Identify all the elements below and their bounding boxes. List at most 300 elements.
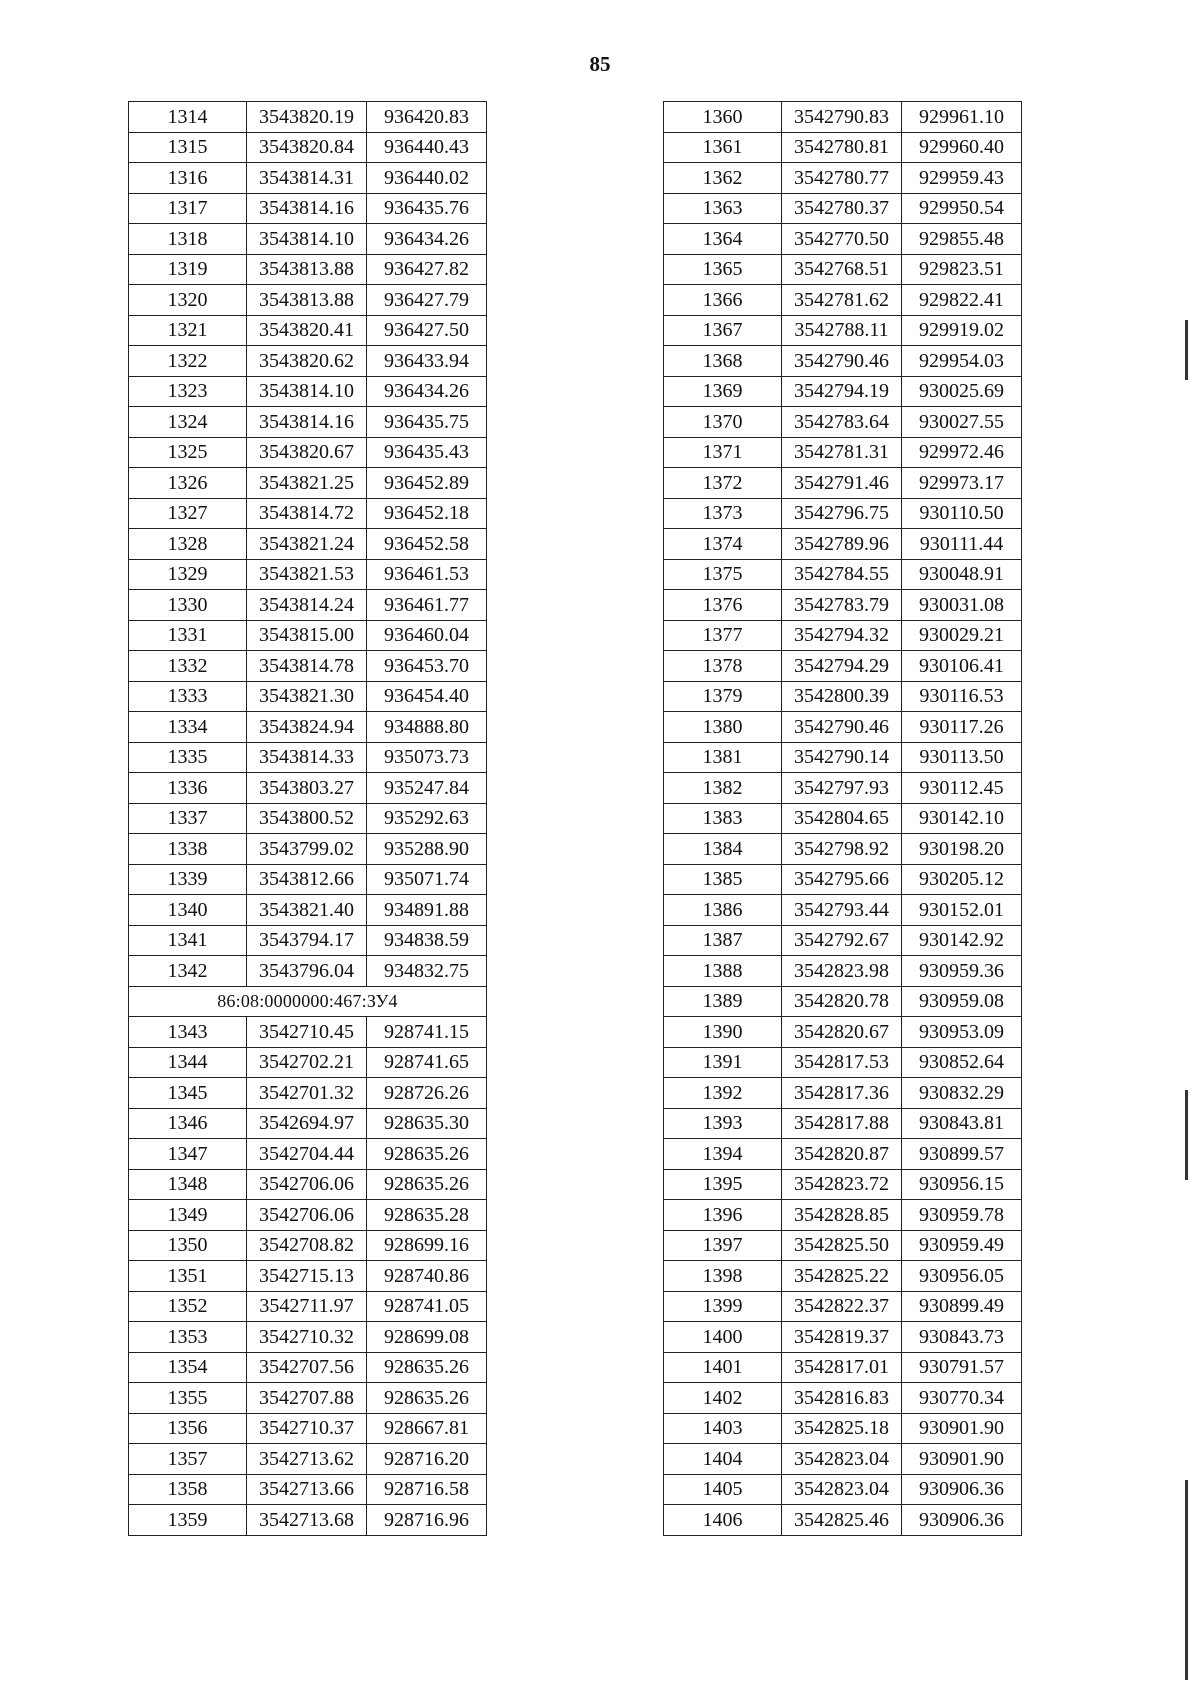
point-number-cell: 1351: [129, 1261, 247, 1292]
y-coordinate-cell: 930959.08: [902, 986, 1022, 1017]
x-coordinate-cell: 3542790.46: [782, 346, 902, 377]
y-coordinate-cell: 936452.18: [367, 498, 487, 529]
point-number-cell: 1365: [664, 254, 782, 285]
table-row: [129, 376, 487, 407]
table-row: [664, 1139, 1022, 1170]
point-number-cell: 1382: [664, 773, 782, 804]
y-coordinate-cell: 928726.26: [367, 1078, 487, 1109]
table-row: [129, 742, 487, 773]
table-row: [129, 1169, 487, 1200]
table-row: [129, 1413, 487, 1444]
point-number-cell: 1377: [664, 620, 782, 651]
point-number-cell: 1393: [664, 1108, 782, 1139]
point-number-cell: 1330: [129, 590, 247, 621]
table-body-right: [664, 102, 1022, 1536]
y-coordinate-cell: 930852.64: [902, 1047, 1022, 1078]
point-number-cell: 1334: [129, 712, 247, 743]
y-coordinate-cell: 930901.90: [902, 1413, 1022, 1444]
x-coordinate-cell: 3542800.39: [782, 681, 902, 712]
x-coordinate-cell: 3542798.92: [782, 834, 902, 865]
point-number-cell: 1316: [129, 163, 247, 194]
scan-edge-mark: [1185, 1480, 1188, 1680]
y-coordinate-cell: 928741.05: [367, 1291, 487, 1322]
section-label-row: [129, 986, 487, 1017]
table-row: [129, 864, 487, 895]
table-row: [129, 1200, 487, 1231]
y-coordinate-cell: 930959.78: [902, 1200, 1022, 1231]
point-number-cell: 1350: [129, 1230, 247, 1261]
point-number-cell: 1389: [664, 986, 782, 1017]
point-number-cell: 1328: [129, 529, 247, 560]
point-number-cell: 1348: [129, 1169, 247, 1200]
y-coordinate-cell: 935247.84: [367, 773, 487, 804]
point-number-cell: 1401: [664, 1352, 782, 1383]
table-row: [129, 1017, 487, 1048]
x-coordinate-cell: 3542780.77: [782, 163, 902, 194]
point-number-cell: 1384: [664, 834, 782, 865]
table-row: [129, 681, 487, 712]
x-coordinate-cell: 3543820.19: [247, 102, 367, 133]
x-coordinate-cell: 3542780.81: [782, 132, 902, 163]
x-coordinate-cell: 3542797.93: [782, 773, 902, 804]
x-coordinate-cell: 3542701.32: [247, 1078, 367, 1109]
point-number-cell: 1371: [664, 437, 782, 468]
point-number-cell: 1324: [129, 407, 247, 438]
y-coordinate-cell: 930117.26: [902, 712, 1022, 743]
y-coordinate-cell: 936435.75: [367, 407, 487, 438]
point-number-cell: 1346: [129, 1108, 247, 1139]
y-coordinate-cell: 930112.45: [902, 773, 1022, 804]
x-coordinate-cell: 3543814.10: [247, 224, 367, 255]
table-row: [129, 1352, 487, 1383]
table-row: [664, 102, 1022, 133]
x-coordinate-cell: 3542828.85: [782, 1200, 902, 1231]
point-number-cell: 1333: [129, 681, 247, 712]
x-coordinate-cell: 3542823.04: [782, 1474, 902, 1505]
point-number-cell: 1341: [129, 925, 247, 956]
point-number-cell: 1373: [664, 498, 782, 529]
y-coordinate-cell: 934888.80: [367, 712, 487, 743]
table-row: [664, 285, 1022, 316]
point-number-cell: 1327: [129, 498, 247, 529]
y-coordinate-cell: 928740.86: [367, 1261, 487, 1292]
y-coordinate-cell: 930029.21: [902, 620, 1022, 651]
y-coordinate-cell: 928716.20: [367, 1444, 487, 1475]
table-row: [664, 529, 1022, 560]
table-body-left: [129, 102, 487, 1536]
point-number-cell: 1386: [664, 895, 782, 926]
point-number-cell: 1364: [664, 224, 782, 255]
y-coordinate-cell: 934838.59: [367, 925, 487, 956]
table-row: [664, 956, 1022, 987]
x-coordinate-cell: 3542823.98: [782, 956, 902, 987]
x-coordinate-cell: 3543814.16: [247, 193, 367, 224]
point-number-cell: 1403: [664, 1413, 782, 1444]
point-number-cell: 1368: [664, 346, 782, 377]
table-row: [129, 773, 487, 804]
y-coordinate-cell: 928741.15: [367, 1017, 487, 1048]
table-row: [129, 1230, 487, 1261]
x-coordinate-cell: 3542710.37: [247, 1413, 367, 1444]
y-coordinate-cell: 928635.26: [367, 1383, 487, 1414]
y-coordinate-cell: 930106.41: [902, 651, 1022, 682]
point-number-cell: 1355: [129, 1383, 247, 1414]
table-row: [664, 1078, 1022, 1109]
point-number-cell: 1406: [664, 1505, 782, 1536]
x-coordinate-cell: 3543796.04: [247, 956, 367, 987]
x-coordinate-cell: 3542825.22: [782, 1261, 902, 1292]
point-number-cell: 1402: [664, 1383, 782, 1414]
y-coordinate-cell: 929919.02: [902, 315, 1022, 346]
table-row: [129, 437, 487, 468]
y-coordinate-cell: 929972.46: [902, 437, 1022, 468]
y-coordinate-cell: 928741.65: [367, 1047, 487, 1078]
x-coordinate-cell: 3542704.44: [247, 1139, 367, 1170]
y-coordinate-cell: 930899.49: [902, 1291, 1022, 1322]
table-row: [664, 803, 1022, 834]
x-coordinate-cell: 3542783.79: [782, 590, 902, 621]
point-number-cell: 1315: [129, 132, 247, 163]
y-coordinate-cell: 934891.88: [367, 895, 487, 926]
y-coordinate-cell: 936453.70: [367, 651, 487, 682]
table-row: [129, 285, 487, 316]
point-number-cell: 1367: [664, 315, 782, 346]
y-coordinate-cell: 935288.90: [367, 834, 487, 865]
x-coordinate-cell: 3543820.67: [247, 437, 367, 468]
table-row: [664, 1383, 1022, 1414]
table-row: [664, 1108, 1022, 1139]
table-row: [664, 163, 1022, 194]
point-number-cell: 1385: [664, 864, 782, 895]
x-coordinate-cell: 3543813.88: [247, 285, 367, 316]
table-row: [664, 1444, 1022, 1475]
y-coordinate-cell: 930198.20: [902, 834, 1022, 865]
y-coordinate-cell: 929960.40: [902, 132, 1022, 163]
x-coordinate-cell: 3543821.40: [247, 895, 367, 926]
x-coordinate-cell: 3542789.96: [782, 529, 902, 560]
y-coordinate-cell: 936461.53: [367, 559, 487, 590]
y-coordinate-cell: 930901.90: [902, 1444, 1022, 1475]
x-coordinate-cell: 3542711.97: [247, 1291, 367, 1322]
x-coordinate-cell: 3542694.97: [247, 1108, 367, 1139]
x-coordinate-cell: 3543814.10: [247, 376, 367, 407]
y-coordinate-cell: 936433.94: [367, 346, 487, 377]
y-coordinate-cell: 929823.51: [902, 254, 1022, 285]
y-coordinate-cell: 930027.55: [902, 407, 1022, 438]
y-coordinate-cell: 936454.40: [367, 681, 487, 712]
point-number-cell: 1390: [664, 1017, 782, 1048]
point-number-cell: 1322: [129, 346, 247, 377]
point-number-cell: 1331: [129, 620, 247, 651]
point-number-cell: 1397: [664, 1230, 782, 1261]
y-coordinate-cell: 929973.17: [902, 468, 1022, 499]
x-coordinate-cell: 3542713.66: [247, 1474, 367, 1505]
x-coordinate-cell: 3543814.31: [247, 163, 367, 194]
table-row: [129, 254, 487, 285]
x-coordinate-cell: 3543815.00: [247, 620, 367, 651]
x-coordinate-cell: 3542781.31: [782, 437, 902, 468]
table-row: [129, 895, 487, 926]
y-coordinate-cell: 928635.26: [367, 1169, 487, 1200]
table-row: [664, 712, 1022, 743]
point-number-cell: 1317: [129, 193, 247, 224]
point-number-cell: 1379: [664, 681, 782, 712]
x-coordinate-cell: 3543814.33: [247, 742, 367, 773]
x-coordinate-cell: 3542784.55: [782, 559, 902, 590]
y-coordinate-cell: 928667.81: [367, 1413, 487, 1444]
point-number-cell: 1339: [129, 864, 247, 895]
x-coordinate-cell: 3542790.14: [782, 742, 902, 773]
table-row: [129, 1291, 487, 1322]
y-coordinate-cell: 930205.12: [902, 864, 1022, 895]
table-row: [664, 1047, 1022, 1078]
y-coordinate-cell: 930899.57: [902, 1139, 1022, 1170]
table-row: [664, 773, 1022, 804]
table-row: [664, 1261, 1022, 1292]
y-coordinate-cell: 936435.43: [367, 437, 487, 468]
table-row: [129, 559, 487, 590]
coordinates-table-left: [128, 101, 487, 1536]
table-row: [664, 468, 1022, 499]
y-coordinate-cell: 936440.02: [367, 163, 487, 194]
point-number-cell: 1320: [129, 285, 247, 316]
table-row: [129, 407, 487, 438]
x-coordinate-cell: 3542795.66: [782, 864, 902, 895]
point-number-cell: 1340: [129, 895, 247, 926]
table-row: [664, 742, 1022, 773]
x-coordinate-cell: 3542791.46: [782, 468, 902, 499]
point-number-cell: 1342: [129, 956, 247, 987]
point-number-cell: 1388: [664, 956, 782, 987]
cadastral-number-label: 86:08:0000000:467:ЗУ4: [129, 986, 487, 1017]
y-coordinate-cell: 930111.44: [902, 529, 1022, 560]
point-number-cell: 1359: [129, 1505, 247, 1536]
table-row: [129, 132, 487, 163]
y-coordinate-cell: 930048.91: [902, 559, 1022, 590]
y-coordinate-cell: 930770.34: [902, 1383, 1022, 1414]
x-coordinate-cell: 3542780.37: [782, 193, 902, 224]
x-coordinate-cell: 3542825.46: [782, 1505, 902, 1536]
x-coordinate-cell: 3542702.21: [247, 1047, 367, 1078]
y-coordinate-cell: 930031.08: [902, 590, 1022, 621]
x-coordinate-cell: 3543824.94: [247, 712, 367, 743]
table-row: [129, 1474, 487, 1505]
y-coordinate-cell: 930959.49: [902, 1230, 1022, 1261]
point-number-cell: 1337: [129, 803, 247, 834]
x-coordinate-cell: 3542823.72: [782, 1169, 902, 1200]
table-row: [664, 315, 1022, 346]
point-number-cell: 1405: [664, 1474, 782, 1505]
point-number-cell: 1396: [664, 1200, 782, 1231]
point-number-cell: 1383: [664, 803, 782, 834]
table-row: [664, 224, 1022, 255]
table-row: [129, 315, 487, 346]
y-coordinate-cell: 930116.53: [902, 681, 1022, 712]
table-row: [129, 590, 487, 621]
x-coordinate-cell: 3543820.41: [247, 315, 367, 346]
x-coordinate-cell: 3542790.46: [782, 712, 902, 743]
table-row: [129, 163, 487, 194]
x-coordinate-cell: 3542796.75: [782, 498, 902, 529]
point-number-cell: 1381: [664, 742, 782, 773]
y-coordinate-cell: 936435.76: [367, 193, 487, 224]
x-coordinate-cell: 3543803.27: [247, 773, 367, 804]
x-coordinate-cell: 3542788.11: [782, 315, 902, 346]
x-coordinate-cell: 3543821.53: [247, 559, 367, 590]
y-coordinate-cell: 930959.36: [902, 956, 1022, 987]
table-row: [129, 498, 487, 529]
x-coordinate-cell: 3542794.32: [782, 620, 902, 651]
x-coordinate-cell: 3542816.83: [782, 1383, 902, 1414]
table-row: [129, 925, 487, 956]
table-row: [129, 834, 487, 865]
y-coordinate-cell: 930025.69: [902, 376, 1022, 407]
table-row: [129, 1505, 487, 1536]
table-row: [129, 224, 487, 255]
x-coordinate-cell: 3542820.67: [782, 1017, 902, 1048]
x-coordinate-cell: 3542713.68: [247, 1505, 367, 1536]
table-row: [664, 864, 1022, 895]
x-coordinate-cell: 3542706.06: [247, 1169, 367, 1200]
y-coordinate-cell: 930956.15: [902, 1169, 1022, 1200]
x-coordinate-cell: 3542793.44: [782, 895, 902, 926]
point-number-cell: 1392: [664, 1078, 782, 1109]
point-number-cell: 1358: [129, 1474, 247, 1505]
x-coordinate-cell: 3542825.18: [782, 1413, 902, 1444]
point-number-cell: 1326: [129, 468, 247, 499]
y-coordinate-cell: 928635.30: [367, 1108, 487, 1139]
x-coordinate-cell: 3542817.53: [782, 1047, 902, 1078]
point-number-cell: 1394: [664, 1139, 782, 1170]
x-coordinate-cell: 3542781.62: [782, 285, 902, 316]
y-coordinate-cell: 929822.41: [902, 285, 1022, 316]
x-coordinate-cell: 3543814.16: [247, 407, 367, 438]
x-coordinate-cell: 3542794.19: [782, 376, 902, 407]
x-coordinate-cell: 3543821.30: [247, 681, 367, 712]
point-number-cell: 1400: [664, 1322, 782, 1353]
point-number-cell: 1363: [664, 193, 782, 224]
table-row: [129, 346, 487, 377]
y-coordinate-cell: 929959.43: [902, 163, 1022, 194]
table-row: [129, 651, 487, 682]
x-coordinate-cell: 3542817.36: [782, 1078, 902, 1109]
table-row: [664, 1505, 1022, 1536]
y-coordinate-cell: 935073.73: [367, 742, 487, 773]
x-coordinate-cell: 3543813.88: [247, 254, 367, 285]
point-number-cell: 1329: [129, 559, 247, 590]
x-coordinate-cell: 3542790.83: [782, 102, 902, 133]
point-number-cell: 1391: [664, 1047, 782, 1078]
x-coordinate-cell: 3543814.24: [247, 590, 367, 621]
y-coordinate-cell: 928716.96: [367, 1505, 487, 1536]
point-number-cell: 1387: [664, 925, 782, 956]
y-coordinate-cell: 929950.54: [902, 193, 1022, 224]
x-coordinate-cell: 3542708.82: [247, 1230, 367, 1261]
y-coordinate-cell: 930906.36: [902, 1505, 1022, 1536]
point-number-cell: 1362: [664, 163, 782, 194]
y-coordinate-cell: 936434.26: [367, 224, 487, 255]
y-coordinate-cell: 930142.10: [902, 803, 1022, 834]
point-number-cell: 1399: [664, 1291, 782, 1322]
x-coordinate-cell: 3542713.62: [247, 1444, 367, 1475]
table-row: [129, 468, 487, 499]
table-row: [664, 559, 1022, 590]
y-coordinate-cell: 936460.04: [367, 620, 487, 651]
point-number-cell: 1372: [664, 468, 782, 499]
y-coordinate-cell: 936461.77: [367, 590, 487, 621]
x-coordinate-cell: 3542710.45: [247, 1017, 367, 1048]
table-row: [129, 712, 487, 743]
point-number-cell: 1323: [129, 376, 247, 407]
point-number-cell: 1374: [664, 529, 782, 560]
table-row: [664, 1474, 1022, 1505]
point-number-cell: 1319: [129, 254, 247, 285]
y-coordinate-cell: 936452.58: [367, 529, 487, 560]
point-number-cell: 1344: [129, 1047, 247, 1078]
y-coordinate-cell: 930110.50: [902, 498, 1022, 529]
point-number-cell: 1395: [664, 1169, 782, 1200]
y-coordinate-cell: 929855.48: [902, 224, 1022, 255]
table-row: [664, 132, 1022, 163]
point-number-cell: 1376: [664, 590, 782, 621]
table-row: [129, 1444, 487, 1475]
coordinates-table-right: [663, 101, 1022, 1536]
y-coordinate-cell: 936452.89: [367, 468, 487, 499]
table-row: [664, 681, 1022, 712]
x-coordinate-cell: 3543820.62: [247, 346, 367, 377]
point-number-cell: 1366: [664, 285, 782, 316]
table-row: [129, 956, 487, 987]
x-coordinate-cell: 3542706.06: [247, 1200, 367, 1231]
x-coordinate-cell: 3543820.84: [247, 132, 367, 163]
point-number-cell: 1354: [129, 1352, 247, 1383]
y-coordinate-cell: 930142.92: [902, 925, 1022, 956]
point-number-cell: 1380: [664, 712, 782, 743]
table-row: [664, 895, 1022, 926]
table-row: [129, 1108, 487, 1139]
x-coordinate-cell: 3543821.24: [247, 529, 367, 560]
x-coordinate-cell: 3542804.65: [782, 803, 902, 834]
table-row: [664, 193, 1022, 224]
table-row: [129, 529, 487, 560]
table-row: [664, 620, 1022, 651]
point-number-cell: 1336: [129, 773, 247, 804]
point-number-cell: 1378: [664, 651, 782, 682]
y-coordinate-cell: 929954.03: [902, 346, 1022, 377]
table-row: [664, 1352, 1022, 1383]
x-coordinate-cell: 3542715.13: [247, 1261, 367, 1292]
x-coordinate-cell: 3542820.87: [782, 1139, 902, 1170]
point-number-cell: 1347: [129, 1139, 247, 1170]
y-coordinate-cell: 936427.79: [367, 285, 487, 316]
x-coordinate-cell: 3542819.37: [782, 1322, 902, 1353]
point-number-cell: 1398: [664, 1261, 782, 1292]
y-coordinate-cell: 930843.81: [902, 1108, 1022, 1139]
table-row: [664, 651, 1022, 682]
x-coordinate-cell: 3543814.72: [247, 498, 367, 529]
y-coordinate-cell: 935071.74: [367, 864, 487, 895]
x-coordinate-cell: 3542768.51: [782, 254, 902, 285]
x-coordinate-cell: 3542822.37: [782, 1291, 902, 1322]
x-coordinate-cell: 3542817.88: [782, 1108, 902, 1139]
y-coordinate-cell: 936420.83: [367, 102, 487, 133]
table-row: [664, 1017, 1022, 1048]
y-coordinate-cell: 930956.05: [902, 1261, 1022, 1292]
y-coordinate-cell: 928699.16: [367, 1230, 487, 1261]
x-coordinate-cell: 3542823.04: [782, 1444, 902, 1475]
table-row: [664, 498, 1022, 529]
point-number-cell: 1353: [129, 1322, 247, 1353]
